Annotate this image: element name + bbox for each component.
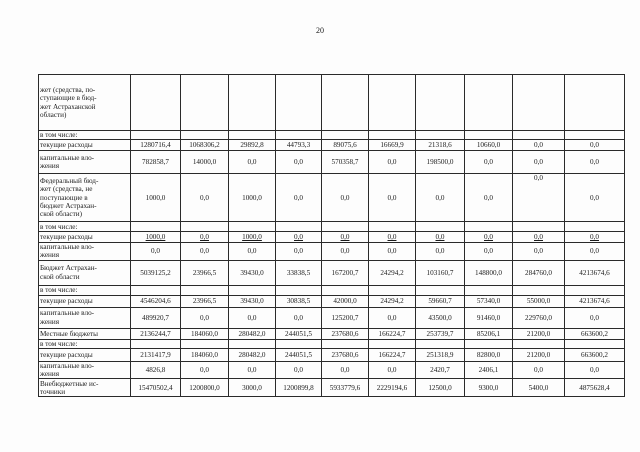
value-cell: 24294,2	[369, 260, 416, 285]
table-row	[39, 131, 625, 140]
value-cell: 184060,0	[181, 328, 229, 339]
table-row	[39, 75, 625, 131]
value-cell	[276, 222, 322, 232]
value-cell	[416, 339, 465, 348]
value-cell: 21200,0	[513, 328, 565, 339]
value-cell	[465, 222, 513, 232]
row-label: в том числе:	[39, 285, 131, 295]
value-cell: 29892,8	[229, 140, 276, 151]
row-label: капитальные вло- жения	[39, 151, 131, 174]
value-cell: 16669,9	[369, 140, 416, 151]
budget-table	[38, 74, 625, 397]
value-cell: 0,0	[229, 361, 276, 378]
value-cell: 21318,6	[416, 140, 465, 151]
value-cell: 253739,7	[416, 328, 465, 339]
value-cell: 2131417,9	[131, 348, 181, 361]
value-cell: 0,0	[513, 151, 565, 174]
value-cell: 55000,0	[513, 295, 565, 307]
value-cell: 198500,0	[416, 151, 465, 174]
value-cell: 782858,7	[131, 151, 181, 174]
value-cell: 251318,9	[416, 348, 465, 361]
value-cell: 4546204,6	[131, 295, 181, 307]
row-label: текущие расходы	[39, 348, 131, 361]
value-cell: 0,0	[322, 174, 369, 222]
value-cell: 0,0	[513, 361, 565, 378]
value-cell: 0,0	[276, 243, 322, 260]
row-label: капитальные вло- жения	[39, 361, 131, 378]
value-cell: 2229194,6	[369, 379, 416, 397]
value-cell: 2420,7	[416, 361, 465, 378]
value-cell: 0,0	[369, 232, 416, 243]
value-cell	[369, 75, 416, 131]
value-cell	[276, 339, 322, 348]
value-cell	[513, 222, 565, 232]
value-cell: 85206,1	[465, 328, 513, 339]
value-cell	[322, 339, 369, 348]
value-cell: 0,0	[322, 243, 369, 260]
row-label: текущие расходы	[39, 232, 131, 243]
value-cell	[465, 131, 513, 140]
value-cell	[229, 339, 276, 348]
value-cell: 0,0	[565, 140, 625, 151]
value-cell: 4826,8	[131, 361, 181, 378]
value-cell: 10660,0	[465, 140, 513, 151]
value-cell: 0,0	[565, 174, 625, 222]
value-cell	[416, 75, 465, 131]
value-cell: 1000,0	[131, 174, 181, 222]
row-label: Местные бюджеты	[39, 328, 131, 339]
value-cell: 24294,2	[369, 295, 416, 307]
value-cell: 0,0	[131, 243, 181, 260]
value-cell: 12500,0	[416, 379, 465, 397]
value-cell: 1000,0	[229, 174, 276, 222]
value-cell	[513, 339, 565, 348]
value-cell: 0,0	[465, 174, 513, 222]
value-cell	[131, 222, 181, 232]
value-cell	[369, 222, 416, 232]
value-cell	[276, 131, 322, 140]
value-cell	[513, 75, 565, 131]
value-cell: 39430,0	[229, 260, 276, 285]
value-cell	[181, 131, 229, 140]
value-cell	[322, 131, 369, 140]
value-cell: 59660,7	[416, 295, 465, 307]
value-cell: 0,0	[369, 361, 416, 378]
value-cell: 4875628,4	[565, 379, 625, 397]
table-row	[39, 174, 625, 222]
value-cell: 0,0	[322, 361, 369, 378]
value-cell: 82800,0	[465, 348, 513, 361]
value-cell: 21200,0	[513, 348, 565, 361]
value-cell: 1200800,0	[181, 379, 229, 397]
value-cell: 0,0	[465, 151, 513, 174]
value-cell	[131, 75, 181, 131]
value-cell	[276, 285, 322, 295]
table-row	[39, 222, 625, 232]
table-row	[39, 260, 625, 285]
value-cell: 2136244,7	[131, 328, 181, 339]
value-cell: 30838,5	[276, 295, 322, 307]
value-cell: 5933779,6	[322, 379, 369, 397]
value-cell: 0,0	[181, 307, 229, 328]
row-label: жет (средства, по- ступающие в бюд- жет Астраханской области)	[39, 75, 131, 131]
value-cell: 0,0	[416, 243, 465, 260]
row-label: текущие расходы	[39, 295, 131, 307]
table-row	[39, 151, 625, 174]
value-cell: 0,0	[369, 243, 416, 260]
table-row	[39, 348, 625, 361]
value-cell: 0,0	[181, 361, 229, 378]
value-cell: 0,0	[565, 243, 625, 260]
row-label: капитальные вло- жения	[39, 307, 131, 328]
value-cell: 2406,1	[465, 361, 513, 378]
value-cell: 5039125,2	[131, 260, 181, 285]
value-cell: 284760,0	[513, 260, 565, 285]
value-cell: 39430,0	[229, 295, 276, 307]
table-row	[39, 243, 625, 260]
value-cell	[181, 75, 229, 131]
value-cell: 148800,0	[465, 260, 513, 285]
value-cell: 43500,0	[416, 307, 465, 328]
value-cell	[565, 222, 625, 232]
value-cell: 57340,0	[465, 295, 513, 307]
row-label: текущие расходы	[39, 140, 131, 151]
value-cell	[565, 75, 625, 131]
value-cell: 0,0	[181, 243, 229, 260]
value-cell: 0,0	[369, 151, 416, 174]
value-cell	[465, 75, 513, 131]
value-cell	[131, 131, 181, 140]
value-cell: 0,0	[181, 232, 229, 243]
value-cell: 0,0	[229, 243, 276, 260]
value-cell: 0,0	[513, 243, 565, 260]
value-cell: 1280716,4	[131, 140, 181, 151]
value-cell: 244051,5	[276, 348, 322, 361]
value-cell	[229, 285, 276, 295]
value-cell: 9300,0	[465, 379, 513, 397]
value-cell: 0,0	[465, 232, 513, 243]
value-cell: 0,0	[229, 307, 276, 328]
value-cell: 125200,7	[322, 307, 369, 328]
row-label: в том числе:	[39, 131, 131, 140]
value-cell: 1068306,2	[181, 140, 229, 151]
value-cell	[229, 131, 276, 140]
value-cell: 44793,3	[276, 140, 322, 151]
value-cell	[565, 285, 625, 295]
value-cell	[181, 339, 229, 348]
value-cell: 0,0	[276, 361, 322, 378]
value-cell: 3000,0	[229, 379, 276, 397]
table-row	[39, 307, 625, 328]
value-cell: 663600,2	[565, 348, 625, 361]
value-cell: 0,0	[416, 232, 465, 243]
value-cell: 663600,2	[565, 328, 625, 339]
value-cell: 0,0	[322, 232, 369, 243]
value-cell: 0,0	[565, 361, 625, 378]
table-row	[39, 361, 625, 378]
value-cell: 0,0	[416, 174, 465, 222]
value-cell	[565, 339, 625, 348]
value-cell: 5400,0	[513, 379, 565, 397]
value-cell: 91460,0	[465, 307, 513, 328]
value-cell	[322, 75, 369, 131]
value-cell: 89075,6	[322, 140, 369, 151]
table-row	[39, 379, 625, 397]
value-cell	[465, 285, 513, 295]
value-cell	[131, 339, 181, 348]
value-cell: 4213674,6	[565, 260, 625, 285]
value-cell	[229, 222, 276, 232]
table-row	[39, 140, 625, 151]
value-cell: 0,0	[513, 174, 565, 222]
value-cell	[322, 222, 369, 232]
value-cell: 14000,0	[181, 151, 229, 174]
value-cell: 4213674,6	[565, 295, 625, 307]
value-cell: 570358,7	[322, 151, 369, 174]
value-cell	[369, 131, 416, 140]
value-cell	[131, 285, 181, 295]
value-cell: 1000,0	[131, 232, 181, 243]
row-label: в том числе:	[39, 222, 131, 232]
value-cell: 15470502,4	[131, 379, 181, 397]
row-label: Бюджет Астрахан- ской области	[39, 260, 131, 285]
row-label: капитальные вло- жения	[39, 243, 131, 260]
value-cell: 0,0	[513, 140, 565, 151]
value-cell	[369, 285, 416, 295]
value-cell: 280482,0	[229, 348, 276, 361]
table-row	[39, 339, 625, 348]
value-cell: 489920,7	[131, 307, 181, 328]
value-cell: 0,0	[565, 151, 625, 174]
value-cell: 0,0	[465, 243, 513, 260]
value-cell	[416, 222, 465, 232]
table-row	[39, 232, 625, 243]
row-label: Федеральный бюд- жет (средства, не поступающие в бюджет Астрахан- ской области)	[39, 174, 131, 222]
page-number: 20	[316, 26, 324, 35]
value-cell	[369, 339, 416, 348]
value-cell: 0,0	[276, 151, 322, 174]
value-cell: 1000,0	[229, 232, 276, 243]
value-cell	[513, 131, 565, 140]
value-cell: 229760,0	[513, 307, 565, 328]
value-cell	[181, 285, 229, 295]
value-cell: 244051,5	[276, 328, 322, 339]
value-cell: 0,0	[565, 232, 625, 243]
value-cell: 103160,7	[416, 260, 465, 285]
table-row	[39, 295, 625, 307]
value-cell: 0,0	[369, 307, 416, 328]
value-cell: 237680,6	[322, 328, 369, 339]
value-cell: 0,0	[229, 151, 276, 174]
value-cell: 0,0	[513, 232, 565, 243]
value-cell	[276, 75, 322, 131]
value-cell: 280482,0	[229, 328, 276, 339]
table-row	[39, 328, 625, 339]
value-cell	[322, 285, 369, 295]
table-row	[39, 285, 625, 295]
value-cell: 0,0	[369, 174, 416, 222]
value-cell	[565, 131, 625, 140]
value-cell	[513, 285, 565, 295]
value-cell: 23966,5	[181, 295, 229, 307]
value-cell: 23966,5	[181, 260, 229, 285]
value-cell: 0,0	[276, 232, 322, 243]
value-cell: 0,0	[276, 174, 322, 222]
value-cell	[416, 131, 465, 140]
value-cell: 42000,0	[322, 295, 369, 307]
value-cell: 0,0	[565, 307, 625, 328]
row-label: в том числе:	[39, 339, 131, 348]
value-cell: 167200,7	[322, 260, 369, 285]
value-cell: 0,0	[181, 174, 229, 222]
value-cell	[229, 75, 276, 131]
value-cell	[181, 222, 229, 232]
value-cell: 33838,5	[276, 260, 322, 285]
value-cell: 237680,6	[322, 348, 369, 361]
value-cell: 0,0	[276, 307, 322, 328]
value-cell	[416, 285, 465, 295]
value-cell: 166224,7	[369, 328, 416, 339]
value-cell: 1200899,8	[276, 379, 322, 397]
value-cell	[465, 339, 513, 348]
row-label: Внебюджетные ис- точники	[39, 379, 131, 397]
value-cell: 184060,0	[181, 348, 229, 361]
value-cell: 166224,7	[369, 348, 416, 361]
